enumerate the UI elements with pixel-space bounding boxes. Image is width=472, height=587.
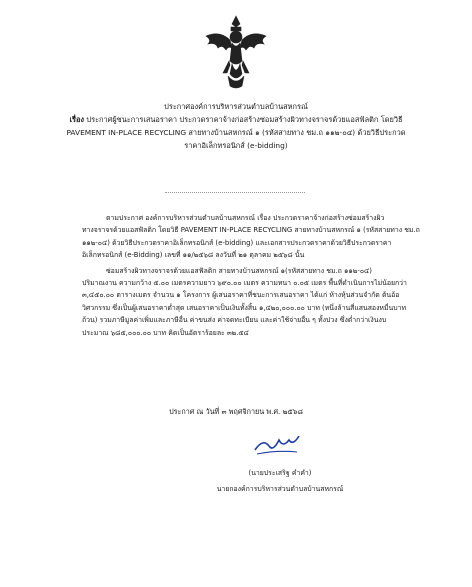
announcement-subject-line-3: ราคาอิเล็กทรอนิกส์ (e-bidding) [184, 141, 288, 150]
signatory-name: (นายประเสริฐ คำคำ) [248, 469, 312, 477]
para2-line-2: ปริมาณงาน ความกว้าง ๕.๐๐ เมตรความยาว ๖๙๐.๐๐ เมตร ความหนา ๐.๐๕ เมตร พื้นที่ดำเนินการไม่น้อยกว่า [82, 279, 407, 288]
signatory-title: นายกองค์การบริหารส่วนตำบลบ้านสหกรณ์ [216, 485, 344, 493]
announcement-header [0, 100, 472, 152]
para1-line-1: ตามประกาศ องค์การบริหารส่วนตำบลบ้านสหกรณ์ เรื่อง ประกวดราคาจ้างก่อสร้างซ่อมสร้างผิว [106, 214, 385, 222]
announcement-subject-line-1 [0, 113, 472, 126]
para2-line-4: วิศวกรรม ซึ่งเป็นผู้เสนอราคาต่ำสุด เสนอราคาเป็นเงินทั้งสิ้น ๑,๔๒๐,๐๐๐.๐๐ บาท (หนึ่งล้านสี่แสนสองหมื่นบาท [82, 303, 407, 312]
para2-line-1: ซ่อมสร้างผิวทางจราจรด้วยแอสฟัลติก สายทางบ้านสหกรณ์ ๑(รหัสสายทาง ชม.ถ ๑๑๒-๐๔) [106, 266, 372, 275]
para2-line-6: ประมาณ ๖๘๕,๐๐๐.๐๐ บาท คิดเป็นอัตราร้อยละ ๓๒.๕๔ [82, 328, 249, 337]
announcement-subject-line-2: PAVEMENT IN-PLACE RECYCLING สายทางบ้านสหกรณ์ ๑ (รหัสสายทาง ชม.ถ ๑๑๒-๐๔) ด้วยวิธีประกวด [66, 128, 406, 137]
para2-line-3: ๓,๔๕๐.๐๐ ตารางเมตร จำนวน ๑ โครงการ ผู้เสนอราคาที่ชนะการเสนอราคา ได้แก่ ห้างหุ้นส่วนจำกัด ต้นอ้อ [82, 291, 400, 300]
para1-line-4: อิเล็กทรอนิกส์ (e-Bidding) เลขที่ ๑๑/๒๕๖๘ ลงวันที่ ๒๑ ตุลาคม ๒๕๖๘ นั้น [82, 251, 305, 260]
subject-label: เรื่อง [69, 115, 85, 124]
announcement-date: ประกาศ ณ วันที่ ๓ พฤศจิกายน พ.ศ. ๒๕๖๘ [169, 407, 303, 416]
para1-line-2: ทางจราจรด้วยแอสฟัลติก โดยวิธี PAVEMENT IN-PLACE RECYCLING สายทางบ้านสหกรณ์ ๑ (รหัสสายทาง ชม.ถ [82, 226, 420, 235]
garuda-emblem [202, 12, 270, 90]
subject-text-1: ประกาศผู้ชนะการเสนอราคา ประกวดราคาจ้างก่อสร้างซ่อมสร้างผิวทางจราจรด้วยแอสฟัลติก โดยวิธี [86, 115, 403, 124]
announcement-org-title: ประกาศองค์การบริหารส่วนตำบลบ้านสหกรณ์ [164, 102, 308, 111]
announcement-body [82, 212, 420, 339]
handwritten-signature [251, 436, 303, 458]
dotted-divider [165, 192, 305, 193]
para1-line-3: ๑๑๒-๐๔) ด้วยวิธีประกวดราคาอิเล็กทรอนิกส์ (e-bidding) และเอกสารประกวดราคาด้วยวิธีประกวดราคา [82, 238, 392, 247]
para2-line-5: ถ้วน) รวมภาษีมูลค่าเพิ่มและภาษีอื่น ค่าขนส่ง ค่าจดทะเบียน และค่าใช้จ่ายอื่น ๆ ทั้งปวง ซึ่งต่ำกว่าเงินงบ [82, 316, 387, 325]
